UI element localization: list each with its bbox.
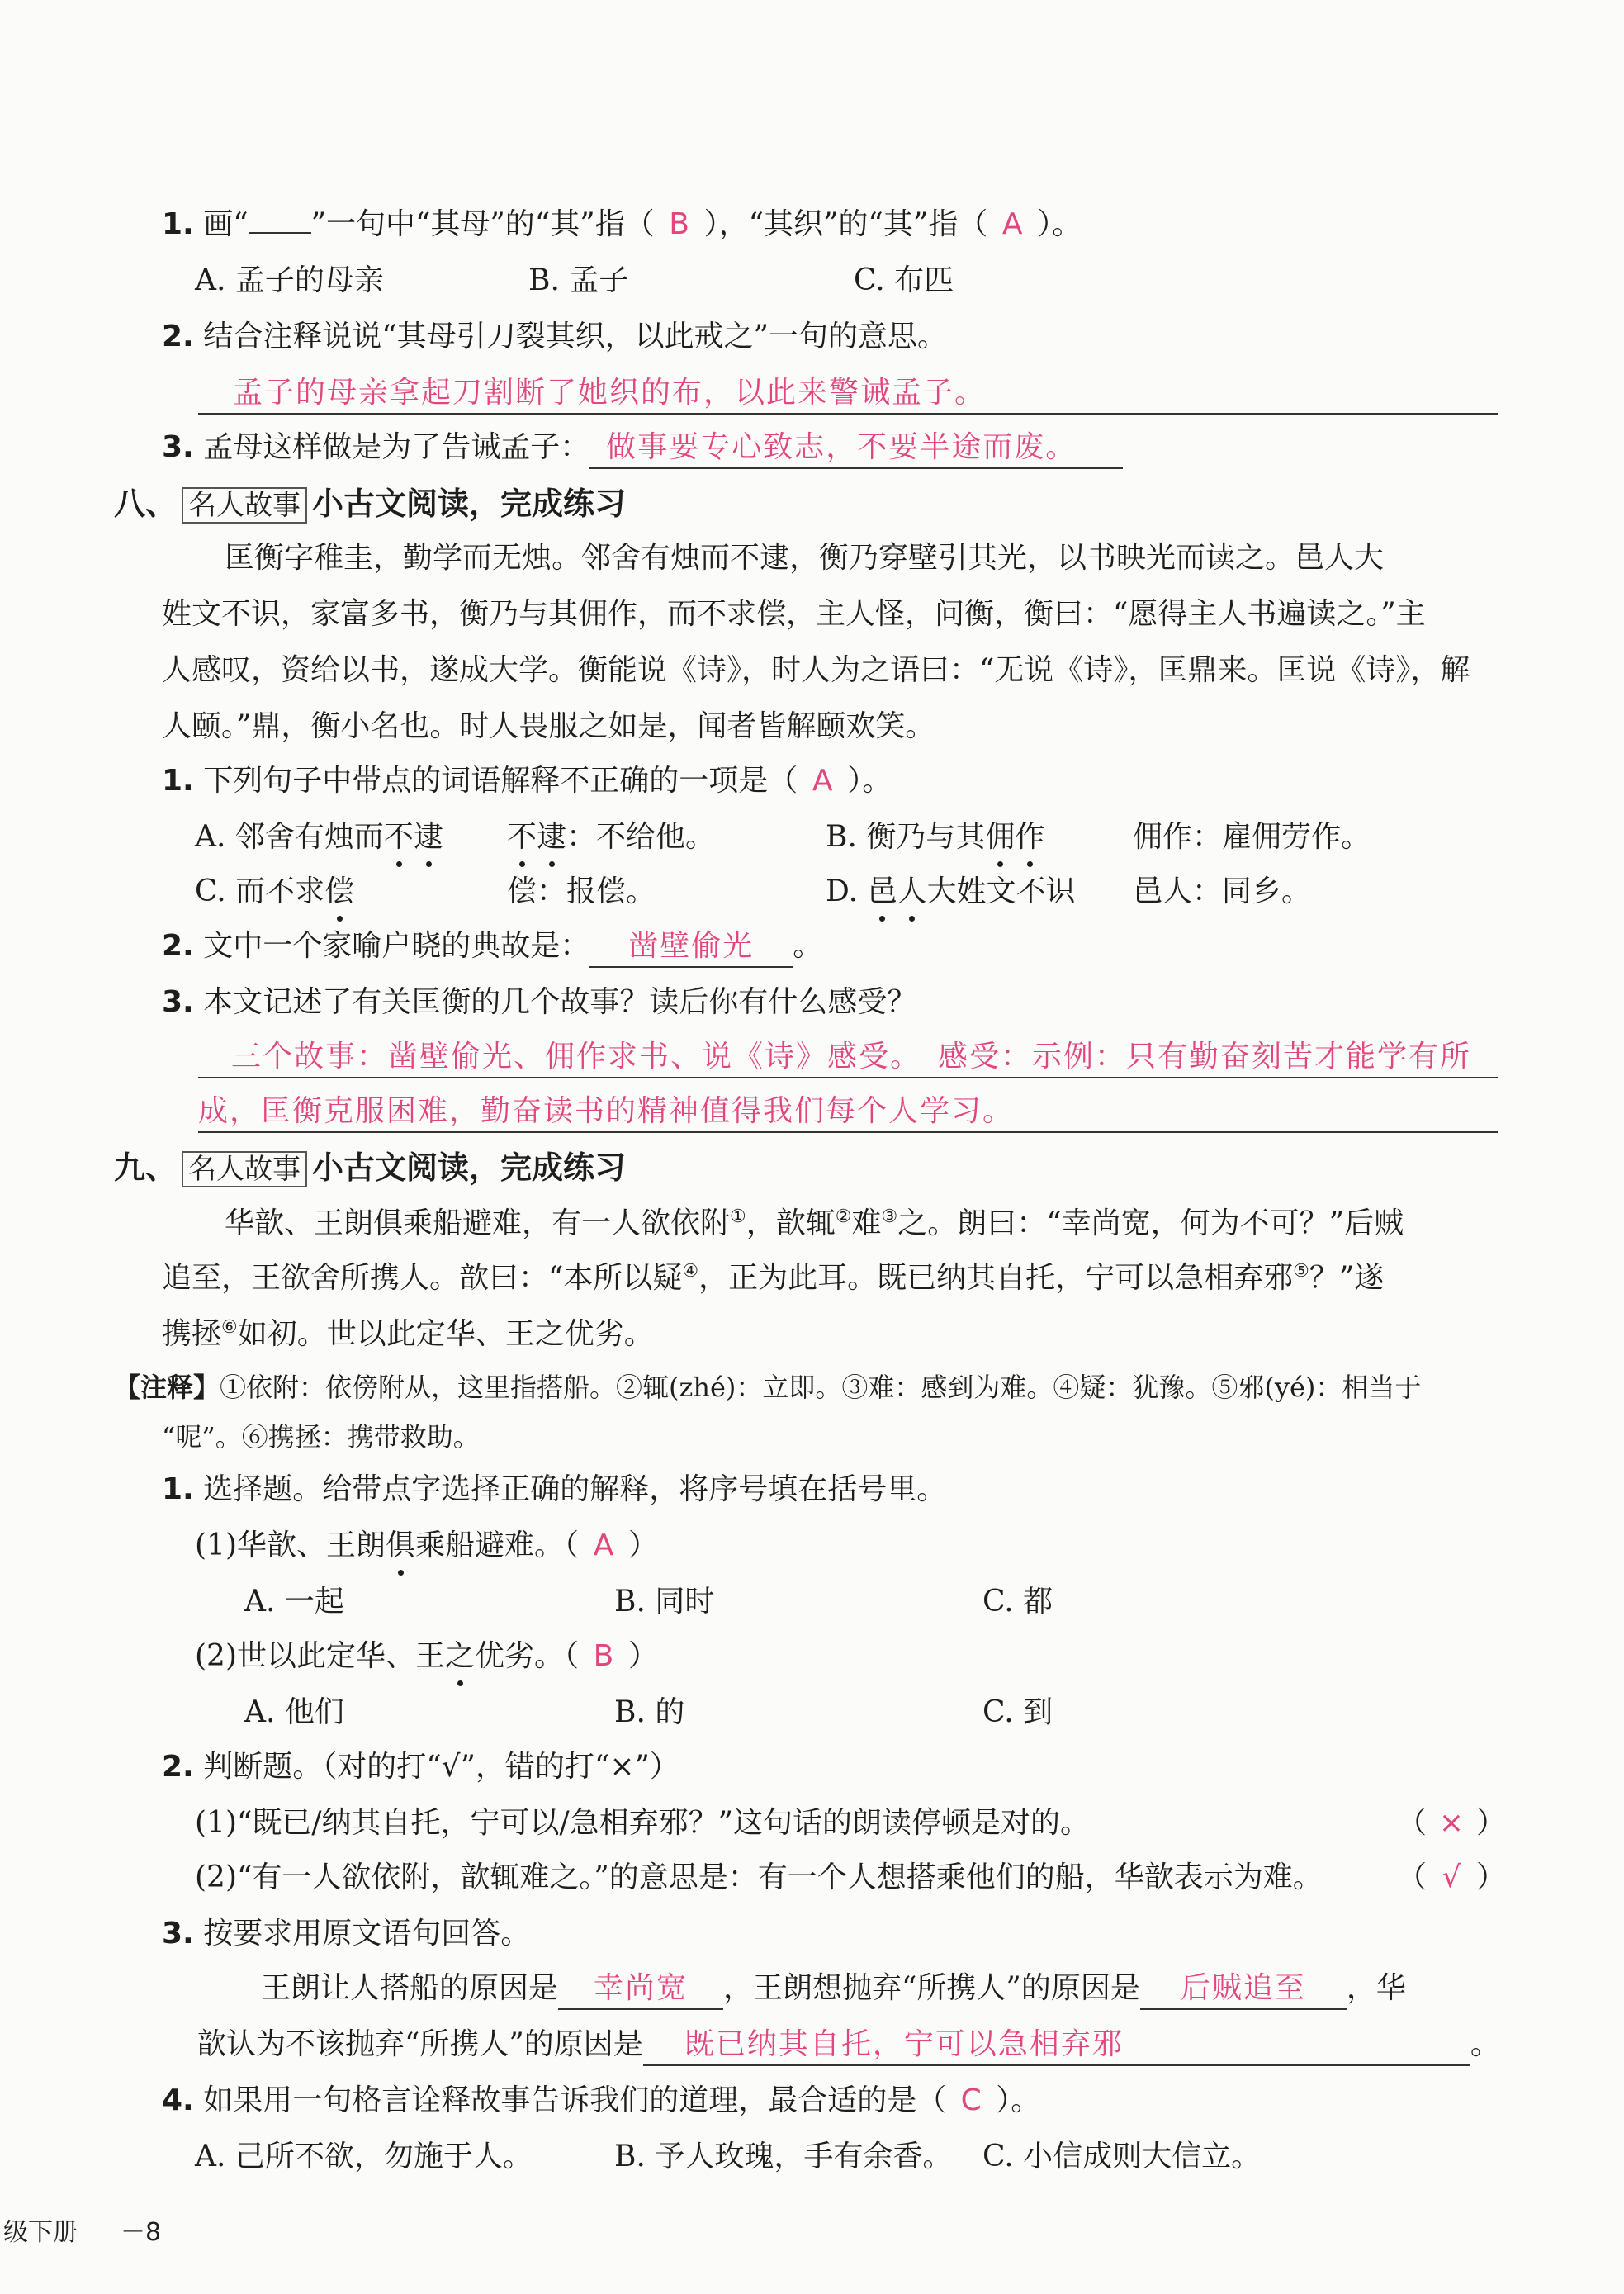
answer-blank: 凿壁偷光: [589, 927, 793, 968]
passage-line: 人感叹，资给以书，遂成大学。衡能说《诗》，时人为之语曰：“无说《诗》，匡鼎来。匡说《诗》，解: [162, 653, 1470, 687]
q8-1-option-b-gloss: 佣作：雇佣劳作。: [1133, 820, 1371, 854]
option: C. 小信成则大信立。: [982, 2140, 1262, 2173]
q8-1-option-a-gloss: 不逮：不给他。: [507, 818, 715, 857]
q8-3-answer-line2: 成，匡衡克服困难，勤奋读书的精神值得我们每个人学习。: [198, 1094, 1015, 1128]
answer-blank: 后贼追至: [1140, 1969, 1347, 2010]
q8-1-option-a: A. 邻舍有烛而不逮: [195, 818, 443, 857]
answer: A: [1001, 207, 1023, 241]
q7-1-option-a: A. 孟子的母亲: [195, 263, 384, 297]
q8-1-option-b: B. 衡乃与其佣作: [826, 818, 1044, 857]
option: C. 都: [982, 1585, 1053, 1619]
section-9-heading: 九、 名人故事 小古文阅读，完成练习: [114, 1149, 627, 1186]
page-number: －8: [121, 2218, 162, 2247]
passage-line: 华歆、王朗俱乘船避难，有一人欲依附①，歆辄②难③之。朗曰：“幸尚宽，何为不可？”后贼: [225, 1206, 1404, 1240]
answer: B: [669, 207, 689, 241]
q7-2-answer: 孟子的母亲拿起刀割断了她织的布，以此来警诫孟子。: [233, 376, 987, 410]
option: A. 他们: [244, 1695, 344, 1729]
q9-3: 3. 按要求用原文语句回答。: [162, 1917, 531, 1950]
option: A. 一起: [244, 1585, 344, 1619]
answer: B: [593, 1639, 614, 1673]
q9-1: 1. 选择题。给带点字选择正确的解释，将序号填在括号里。: [162, 1472, 947, 1506]
passage-line: 匡衡字稚圭，勤学而无烛。邻舍有烛而不逮，衡乃穿壁引其光，以书映光而读之。邑人大: [225, 541, 1385, 575]
footer-grade: 级下册: [3, 2218, 78, 2247]
answer-blank: 幸尚宽: [558, 1969, 723, 2010]
q9-4: 4. 如果用一句格言诠释故事告诉我们的道理，最合适的是（ C ）。: [162, 2081, 1040, 2121]
judge-bracket: （ √ ）: [1397, 1858, 1506, 1898]
annotation: 【注释】①依附：依傍附从，这里指搭船。②辄(zhé)：立即。③难：感到为难。④疑：犹豫。⑤邪(yé)：相当于: [114, 1372, 1422, 1403]
q7-1: 1. 画“ ”一句中“其母”的“其”指（ B ），“其织”的“其”指（ A ）。: [162, 205, 1082, 244]
option: B. 的: [614, 1695, 685, 1729]
q9-2: 2. 判断题。（对的打“√”，错的打“×”）: [162, 1750, 679, 1784]
option: B. 同时: [614, 1585, 715, 1619]
q9-2-1: (1)“既已/纳其自托，宁可以/急相弃邪？”这句话的朗读停顿是对的。: [195, 1806, 1091, 1840]
q8-2: 2. 文中一个家喻户晓的典故是： 凿壁偷光 。: [162, 927, 822, 968]
q8-3: 3. 本文记述了有关匡衡的几个故事？读后你有什么感受？: [162, 985, 917, 1019]
option: B. 予人玫瑰，手有余香。: [614, 2140, 953, 2173]
q8-1: 1. 下列句子中带点的词语解释不正确的一项是（ A ）。: [162, 761, 892, 801]
passage-line: 携拯⑥如初。世以此定华、王之优劣。: [162, 1317, 654, 1351]
q-number: 1.: [162, 207, 194, 241]
option: A. 己所不欲，勿施于人。: [195, 2140, 533, 2173]
answer: A: [812, 764, 833, 798]
q7-3: 3. 孟母这样做是为了告诫孟子： 做事要专心致志，不要半途而废。: [162, 428, 1123, 469]
answer-rule: [198, 413, 1498, 415]
q8-1-option-c-gloss: 偿：报偿。: [507, 874, 656, 908]
answer-rule: [198, 1131, 1498, 1133]
answer-blank: 既已纳其自托，宁可以急相弃邪: [643, 2025, 1470, 2066]
q8-1-option-c: C. 而不求偿: [195, 872, 354, 912]
section-8-heading: 八、 名人故事 小古文阅读，完成练习: [114, 486, 627, 522]
underline-blank: [249, 232, 311, 234]
q9-1-2: (2)世以此定华、王之优劣。（ B ）: [195, 1637, 658, 1676]
q9-1-1: (1)华歆、王朗俱乘船避难。（ A ）: [195, 1526, 658, 1566]
answer-blank: 做事要专心致志，不要半途而废。: [589, 428, 1123, 469]
q7-1-option-c: C. 布匹: [854, 263, 954, 297]
category-tag: 名人故事: [182, 487, 307, 524]
option: C. 到: [982, 1695, 1053, 1729]
passage-line: 人颐。”鼎，衡小名也。时人畏服之如是，闻者皆解颐欢笑。: [162, 709, 935, 743]
annotation: “呢”。⑥携拯：携带救助。: [162, 1421, 480, 1453]
answer: √: [1442, 1860, 1461, 1894]
q8-3-answer-line1: 三个故事：凿壁偷光、佣作求书、说《诗》感受。 感受：示例：只有勤奋刻苦才能学有所: [231, 1040, 1472, 1074]
answer-rule: [198, 1077, 1498, 1078]
passage-line: 姓文不识，家富多书，衡乃与其佣作，而不求偿，主人怪，问衡，衡曰：“愿得主人书遍读之。”主: [162, 597, 1426, 631]
q7-1-option-b: B. 孟子: [528, 263, 629, 297]
q8-1-option-d: D. 邑人大姓文不识: [826, 872, 1076, 912]
q9-3-line2: 歆认为不该抛弃“所携人”的原因是 既已纳其自托，宁可以急相弃邪 。: [196, 2025, 1500, 2066]
judge-bracket: （ × ）: [1397, 1803, 1506, 1843]
passage-line: 追至，王欲舍所携人。歆曰：“本所以疑④，正为此耳。既已纳其自托，宁可以急相弃邪⑤？”遂: [162, 1261, 1385, 1295]
answer: C: [960, 2083, 982, 2117]
q8-1-option-d-gloss: 邑人：同乡。: [1133, 874, 1312, 908]
q9-3-line1: 王朗让人搭船的原因是 幸尚宽 ，王朗想抛弃“所携人”的原因是 后贼追至 ，华: [261, 1969, 1406, 2010]
answer: ×: [1438, 1806, 1465, 1840]
q7-2: 2. 结合注释说说“其母引刀裂其织，以此戒之”一句的意思。: [162, 320, 947, 353]
answer: A: [593, 1529, 614, 1562]
q9-2-2: (2)“有一人欲依附，歆辄难之。”的意思是：有一个人想搭乘他们的船，华歆表示为难。: [195, 1860, 1323, 1894]
category-tag: 名人故事: [182, 1151, 307, 1187]
